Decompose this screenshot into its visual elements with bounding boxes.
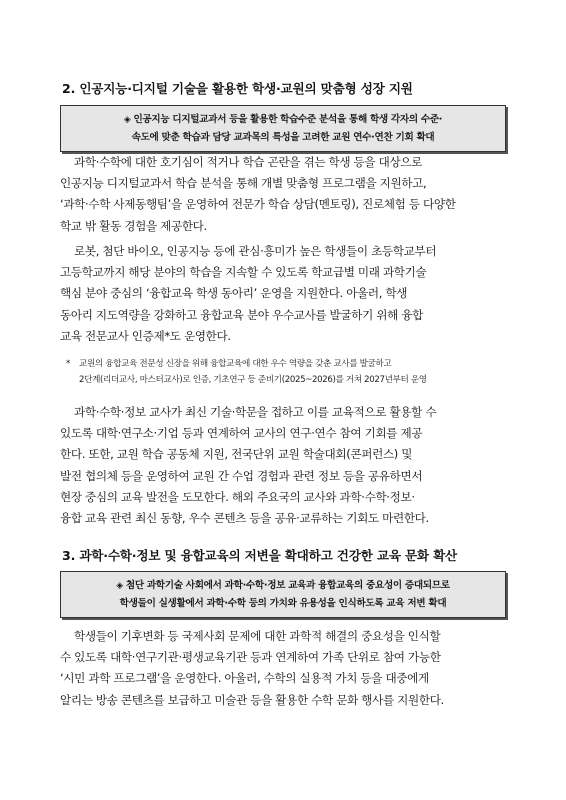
text-line: 학교 밖 활동 경험을 제공한다. [60,218,207,233]
text-line: 교육 전문교사 인증제*도 운영한다. [60,328,231,343]
section-3-summary-box [60,571,506,618]
text-line: 한다. 또한, 교원 학습 공동체 지원, 전국단위 교원 학술대회(콘퍼런스) 및 [60,447,413,462]
diamond-bullet-icon: ◈ [116,581,123,591]
text-line: 인공지능 디지털교과서 학습 분석을 통해 개별 맞춤형 프로그램을 지원하고, [60,176,427,191]
section-2-paragraph-1 [60,152,506,237]
text-line: 있도록 대학·연구소·기업 등과 연계하여 교사의 연구·연수 참여 기회를 제공 [60,426,423,441]
section-2-heading: 2. 인공지능·디지털 기술을 활용한 학생·교원의 맞춤형 성장 지원 [62,81,413,96]
summary-line: ◈ 인공지능 디지털교과서 등을 활용한 학습수준 분석을 통해 학생 각자의 수준· [123,114,443,125]
asterisk-marker: * [66,359,70,369]
text-line: 과학·수학·정보 교사가 최신 기술·학문을 접하고 이를 교육적으로 활용할 수 [74,405,437,419]
text-line: 학생들이 기후변화 등 국제사회 문제에 대한 과학적 해결의 중요성을 인식할 [74,629,441,643]
text-line: ‘과학·수학 사제동행팀’을 운영하여 전문가 학습 상담(멘토링), 진로체험 등 다양한 [60,197,456,212]
summary-line: 학생들이 실생활에서 과학·수학 등의 가치와 유용성을 인식하도록 교육 저변 확대 [119,598,447,609]
summary-line: 속도에 맞춘 학습과 담당 교과목의 특성을 고려한 교원 연수·연찬 기회 확대 [131,132,435,143]
text-line: 동아리 지도역량을 강화하고 융합교육 분야 우수교사를 발굴하기 위해 융합 [60,307,424,322]
section-2-paragraph-3 [60,402,506,529]
text-line: 로봇, 첨단 바이오, 인공지능 등에 관심·흥미가 높은 학생들이 초등학교부터 [74,244,437,258]
footnote-line: 2단계(리더교사, 마스터교사)로 인증, 기초연구 등 준비기(2025~2026)를 거쳐 2027년부터 운영 [79,374,427,385]
summary-line: ◈ 첨단 과학기술 사회에서 과학·수학·정보 교육과 융합교육의 중요성이 증대되므로 [116,580,450,591]
section-3-paragraph-1 [60,626,506,711]
text-line: 고등학교까지 해당 분야의 학습을 지속할 수 있도록 학교급별 미래 과학기술 [60,265,427,280]
footnote [66,357,508,388]
text-line: 발전 협의체 등을 운영하여 교원 간 수업 경험과 관련 정보 등을 공유하면서 [60,468,423,483]
diamond-bullet-icon: ◈ [123,115,131,125]
text-line: ‘시민 과학 프로그램’을 운영한다. 아울러, 수학의 실용적 가치 등을 대중에게 [60,671,429,686]
text-line: 융합 교육 관련 최신 동향, 우수 콘텐츠 등을 공유·교류하는 기회도 마련한다. [60,511,429,526]
text-line: 핵심 분야 중심의 ‘융합교육 학생 동아리’ 운영을 지원한다. 아울러, 학생 [60,286,408,301]
footnote-line: * 교원의 융합교육 전문성 신장을 위해 융합교육에 대한 우수 역량을 갖춘 교사를 발굴하고 [66,357,508,373]
text-line: 과학·수학에 대한 호기심이 적거나 학습 곤란을 겪는 학생 등을 대상으로 [74,155,422,169]
text-line: 수 있도록 대학·연구기관·평생교육기관 등과 연계하여 가족 단위로 참여 가능한 [60,650,441,665]
section-2-paragraph-2 [60,241,506,347]
text-line: 알리는 방송 콘텐츠를 보급하고 미술관 등을 활용한 수학 문화 행사를 지원한다. [60,692,444,707]
section-3-heading: 3. 과학·수학·정보 및 융합교육의 저변을 확대하고 건강한 교육 문화 확산 [62,548,458,563]
text-line: 현장 중심의 교육 발전을 도모한다. 해외 주요국의 교사와 과학·수학·정보· [60,489,415,504]
section-2-summary-box [60,105,506,152]
